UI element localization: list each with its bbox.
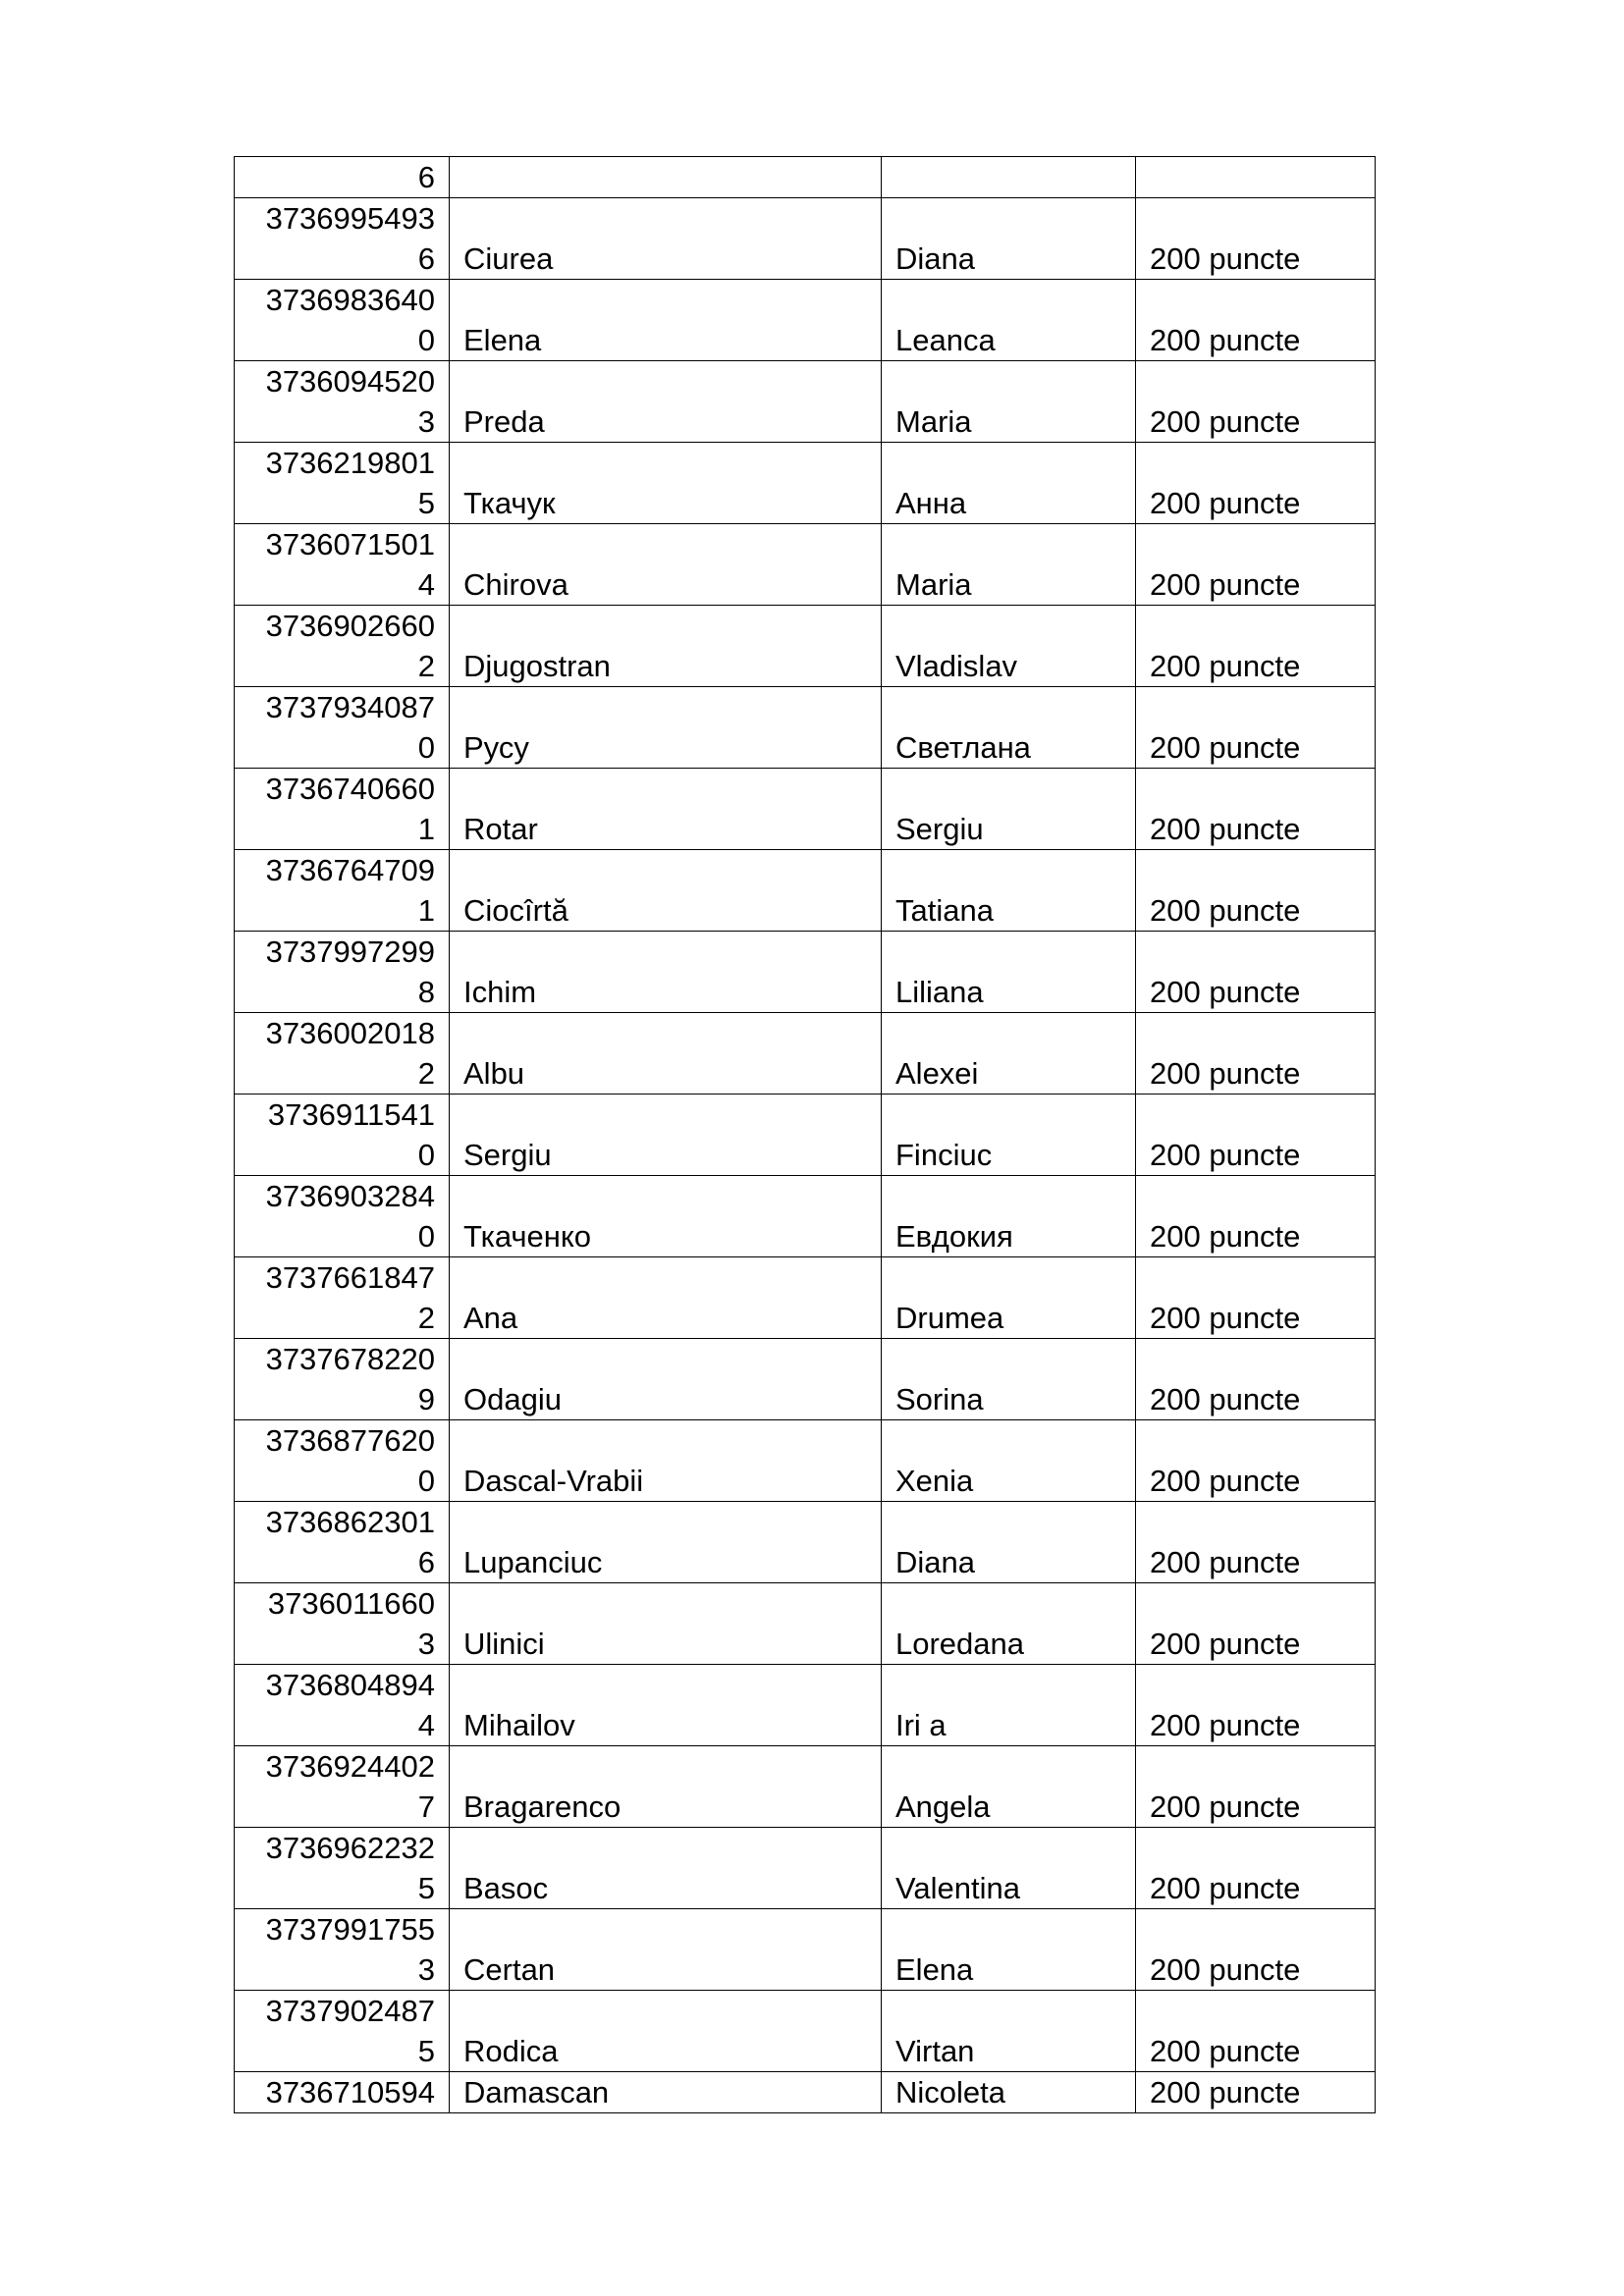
phone-number-tail: 4 [417, 567, 435, 602]
phone-cell [235, 1665, 450, 1746]
phone-number-main: 3737902487 [265, 1994, 435, 2028]
first-name-cell: Maria [882, 361, 1136, 443]
phone-cell [235, 1420, 450, 1502]
first-name-cell: Vladislav [882, 606, 1136, 687]
table-row [235, 1420, 1376, 1502]
phone-number-tail: 2 [417, 1301, 435, 1335]
table-row [235, 361, 1376, 443]
phone-number-tail: 3 [417, 1627, 435, 1661]
table-row [235, 932, 1376, 1013]
phone-number-main: 3736924402 [265, 1749, 435, 1784]
points-cell: 200 puncte [1136, 1909, 1376, 1991]
phone-cell [235, 1339, 450, 1420]
phone-cell [235, 1095, 450, 1176]
table-row [235, 524, 1376, 606]
table-row [235, 850, 1376, 932]
first-name-cell: Sorina [882, 1339, 1136, 1420]
table-row [235, 1502, 1376, 1583]
first-name-cell: Liliana [882, 932, 1136, 1013]
phone-cell [235, 687, 450, 769]
phone-number-main: 3736911541 [267, 1097, 435, 1132]
phone-number-main: 3736219801 [265, 446, 435, 480]
first-name-cell: Angela [882, 1746, 1136, 1828]
last-name-cell: Ткачук [450, 443, 882, 524]
phone-number-main: 3736804894 [265, 1668, 435, 1702]
last-name-cell: Lupanciuc [450, 1502, 882, 1583]
phone-cell [235, 1828, 450, 1909]
phone-cell [235, 198, 450, 280]
table-row [235, 1095, 1376, 1176]
last-name-cell: Basoc [450, 1828, 882, 1909]
phone-number-main: 3736740660 [265, 772, 435, 806]
points-cell: 200 puncte [1136, 443, 1376, 524]
phone-cell [235, 1746, 450, 1828]
phone-number-main: 3736710594 [265, 2075, 435, 2109]
phone-cell [235, 769, 450, 850]
phone-cell [235, 1909, 450, 1991]
last-name-cell: Rodica [450, 1991, 882, 2072]
points-cell: 200 puncte [1136, 1095, 1376, 1176]
points-cell: 200 puncte [1136, 850, 1376, 932]
last-name-cell: Rotar [450, 769, 882, 850]
points-cell: 200 puncte [1136, 1828, 1376, 1909]
points-cell: 200 puncte [1136, 1502, 1376, 1583]
phone-number-main: 3736011660 [267, 1586, 435, 1621]
last-name-cell: Русу [450, 687, 882, 769]
points-cell: 200 puncte [1136, 606, 1376, 687]
last-name-cell: Ciurea [450, 198, 882, 280]
phone-cell [235, 443, 450, 524]
points-cell: 200 puncte [1136, 1420, 1376, 1502]
last-name-cell [450, 157, 882, 198]
phone-number-main: 3736094520 [265, 364, 435, 399]
phone-number-main: 3736877620 [265, 1423, 435, 1458]
phone-number-tail: 6 [417, 241, 435, 276]
table-row [235, 1746, 1376, 1828]
points-cell: 200 puncte [1136, 1665, 1376, 1746]
last-name-cell: Dascal-Vrabii [450, 1420, 882, 1502]
last-name-cell: Preda [450, 361, 882, 443]
phone-number-main: 3736071501 [265, 527, 435, 561]
points-cell: 200 puncte [1136, 1013, 1376, 1095]
phone-number-tail: 6 [417, 1545, 435, 1579]
first-name-cell: Loredana [882, 1583, 1136, 1665]
first-name-cell: Nicoleta [882, 2072, 1136, 2113]
winners-table-body [235, 157, 1376, 2113]
phone-number-main: 3736983640 [265, 283, 435, 317]
table-row [235, 1665, 1376, 1746]
last-name-cell: Elena [450, 280, 882, 361]
last-name-cell: Djugostran [450, 606, 882, 687]
points-cell: 200 puncte [1136, 280, 1376, 361]
first-name-cell: Tatiana [882, 850, 1136, 932]
last-name-cell: Ciocîrtă [450, 850, 882, 932]
table-row [235, 687, 1376, 769]
phone-number-tail: 1 [417, 893, 435, 928]
table-row [235, 280, 1376, 361]
points-cell: 200 puncte [1136, 1339, 1376, 1420]
phone-number-main: 3737661847 [265, 1260, 435, 1295]
phone-number-main: 3737934087 [265, 690, 435, 724]
phone-number-main: 3736002018 [265, 1016, 435, 1050]
phone-cell [235, 157, 450, 198]
phone-cell [235, 280, 450, 361]
phone-cell [235, 361, 450, 443]
table-row [235, 769, 1376, 850]
first-name-cell [882, 157, 1136, 198]
table-row [235, 1583, 1376, 1665]
last-name-cell: Ana [450, 1257, 882, 1339]
table-row [235, 1013, 1376, 1095]
table-row [235, 443, 1376, 524]
phone-number-tail: 2 [417, 1056, 435, 1091]
phone-number-main: 3737997299 [265, 934, 435, 969]
table-row [235, 1991, 1376, 2072]
first-name-cell: Maria [882, 524, 1136, 606]
phone-number-tail: 0 [417, 730, 435, 765]
table-row-last [235, 2072, 1376, 2113]
table-row [235, 1339, 1376, 1420]
first-name-cell: Diana [882, 198, 1136, 280]
phone-number-main: 3737991755 [265, 1912, 435, 1947]
points-cell: 200 puncte [1136, 1991, 1376, 2072]
phone-cell [235, 850, 450, 932]
last-name-cell: Ulinici [450, 1583, 882, 1665]
table-row [235, 1828, 1376, 1909]
last-name-cell: Odagiu [450, 1339, 882, 1420]
phone-number-tail: 3 [417, 404, 435, 439]
table-row [235, 606, 1376, 687]
phone-cell [235, 932, 450, 1013]
phone-number-tail: 5 [417, 486, 435, 520]
points-cell: 200 puncte [1136, 687, 1376, 769]
phone-cell [235, 606, 450, 687]
first-name-cell: Alexei [882, 1013, 1136, 1095]
phone-number-tail: 0 [417, 1464, 435, 1498]
phone-number-main: 3736962232 [265, 1831, 435, 1865]
winners-table [234, 156, 1376, 2113]
phone-cell [235, 1013, 450, 1095]
points-cell: 200 puncte [1136, 1176, 1376, 1257]
last-name-cell: Sergiu [450, 1095, 882, 1176]
points-cell [1136, 157, 1376, 198]
phone-number-tail: 0 [417, 1138, 435, 1172]
phone-number-tail: 6 [417, 160, 435, 194]
points-cell: 200 puncte [1136, 1746, 1376, 1828]
table-row [235, 1257, 1376, 1339]
points-cell: 200 puncte [1136, 1257, 1376, 1339]
phone-number-tail: 9 [417, 1382, 435, 1416]
first-name-cell: Светлана [882, 687, 1136, 769]
points-cell: 200 puncte [1136, 932, 1376, 1013]
phone-number-tail: 5 [417, 1871, 435, 1905]
last-name-cell: Chirova [450, 524, 882, 606]
first-name-cell: Finciuc [882, 1095, 1136, 1176]
phone-number-tail: 0 [417, 323, 435, 357]
first-name-cell: Евдокия [882, 1176, 1136, 1257]
phone-number-tail: 5 [417, 2034, 435, 2068]
first-name-cell: Diana [882, 1502, 1136, 1583]
first-name-cell: Elena [882, 1909, 1136, 1991]
first-name-cell: Leanca [882, 280, 1136, 361]
points-cell: 200 puncte [1136, 769, 1376, 850]
phone-cell [235, 524, 450, 606]
first-name-cell: Valentina [882, 1828, 1136, 1909]
points-cell: 200 puncte [1136, 198, 1376, 280]
last-name-cell: Mihailov [450, 1665, 882, 1746]
phone-number-tail: 1 [417, 812, 435, 846]
phone-number-main: 3736995493 [265, 201, 435, 236]
phone-cell [235, 1257, 450, 1339]
last-name-cell: Ichim [450, 932, 882, 1013]
last-name-cell: Ткаченко [450, 1176, 882, 1257]
phone-number-tail: 7 [417, 1789, 435, 1824]
last-name-cell: Damascan [450, 2072, 882, 2113]
first-name-cell: Xenia [882, 1420, 1136, 1502]
last-name-cell: Albu [450, 1013, 882, 1095]
first-name-cell: Virtan [882, 1991, 1136, 2072]
first-name-cell: Анна [882, 443, 1136, 524]
table-row [235, 1909, 1376, 1991]
points-cell: 200 puncte [1136, 361, 1376, 443]
phone-cell [235, 1502, 450, 1583]
points-cell: 200 puncte [1136, 1583, 1376, 1665]
table-row [235, 1176, 1376, 1257]
phone-number-tail: 4 [417, 1708, 435, 1742]
phone-number-main: 3736903284 [265, 1179, 435, 1213]
phone-number-tail: 2 [417, 649, 435, 683]
phone-number-main: 3736764709 [265, 853, 435, 887]
first-name-cell: Sergiu [882, 769, 1136, 850]
last-name-cell: Bragarenco [450, 1746, 882, 1828]
phone-cell [235, 2072, 450, 2113]
first-name-cell: Drumea [882, 1257, 1136, 1339]
table-row [235, 198, 1376, 280]
phone-number-tail: 3 [417, 1952, 435, 1987]
table-row-continuation [235, 157, 1376, 198]
phone-number-tail: 0 [417, 1219, 435, 1254]
first-name-cell: Iri a [882, 1665, 1136, 1746]
points-cell: 200 puncte [1136, 2072, 1376, 2113]
phone-cell [235, 1991, 450, 2072]
phone-cell [235, 1176, 450, 1257]
phone-number-main: 3736862301 [265, 1505, 435, 1539]
phone-cell [235, 1583, 450, 1665]
last-name-cell: Certan [450, 1909, 882, 1991]
phone-number-main: 3736902660 [265, 609, 435, 643]
phone-number-main: 3737678220 [265, 1342, 435, 1376]
phone-number-tail: 8 [417, 975, 435, 1009]
points-cell: 200 puncte [1136, 524, 1376, 606]
